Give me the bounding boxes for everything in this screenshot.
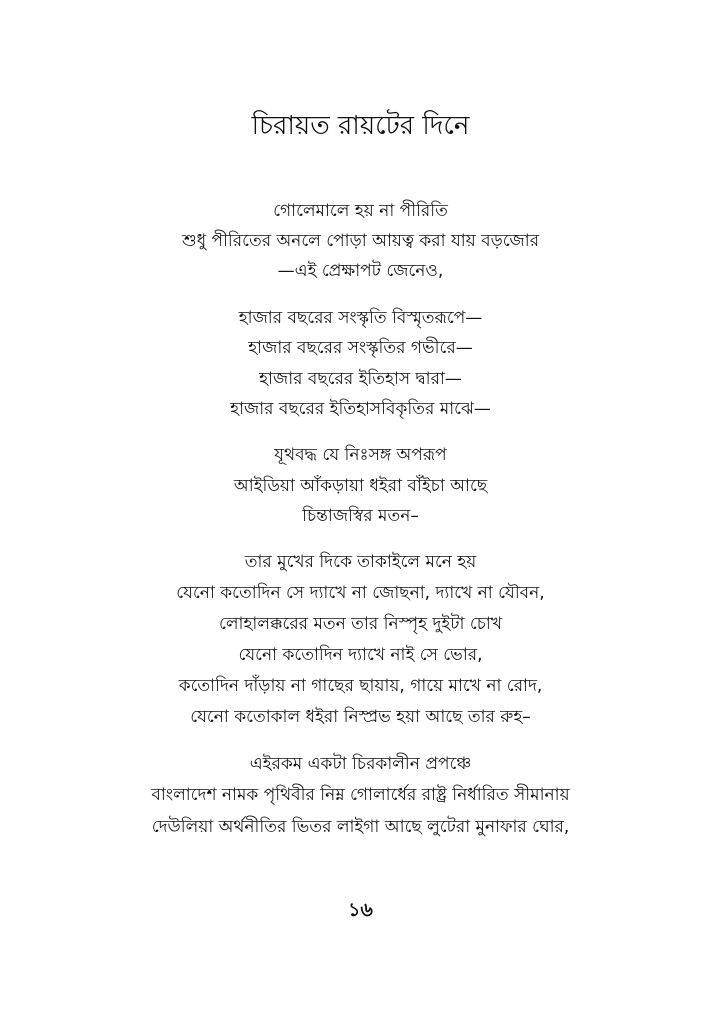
- poem-title: চিরায়ত রায়টের দিনে: [251, 111, 470, 141]
- poem-line: বাংলাদেশ নামক পৃথিবীর নিম্ন গোলার্ধের রাষ্ট্র নির্ধারিত সীমানায়: [151, 785, 570, 805]
- poem-line: যেনো কতোদিন সে দ্যাখে না জোছনা, দ্যাখে না যৌবন,: [176, 583, 545, 603]
- poem-line: কতোদিন দাঁড়ায় না গাছের ছায়ায়, গায়ে মাখে না রোদ,: [178, 676, 543, 696]
- poem-line: আইডিয়া আঁকড়ায়া ধইরা বাঁইচা আছে: [233, 476, 488, 496]
- poem-line: হাজার বছরের ইতিহাস দ্বারা—: [259, 369, 462, 389]
- poem-line: যেনো কতোকাল ধইরা নিস্প্রভ হয়া আছে তার রুহ–: [190, 707, 531, 727]
- poem-line: দেউলিয়া অর্থনীতির ভিতর লাইগা আছে লুটেরা মুনাফার ঘোর,: [151, 817, 570, 837]
- poem-line: হাজার বছরের সংস্কৃতি বিস্মৃতরূপে—: [238, 308, 483, 328]
- poem-line: তার মুখের দিকে তাকাইলে মনে হয়: [244, 552, 477, 572]
- poem-line: হাজার বছরের ইতিহাসবিকৃতির মাঝে—: [230, 399, 491, 419]
- poem-line: লোহালক্করের মতন তার নিস্পৃহ দুইটা চোখ: [218, 614, 503, 634]
- poem-line: এইরকম একটা চিরকালীন প্রপঞ্চে: [249, 754, 472, 774]
- poem-line: যেনো কতোদিন দ্যাখে নাই সে ভোর,: [238, 645, 483, 665]
- poem-line: যূথবদ্ধ যে নিঃসঙ্গ অপরূপ: [274, 445, 447, 465]
- poem-line: গোলেমালে হয় না পীরিতি: [273, 201, 448, 221]
- poem-line: হাজার বছরের সংস্কৃতির গভীরে—: [248, 338, 473, 358]
- poem-line: চিন্তাজস্বির মতন–: [302, 506, 419, 526]
- page-number: ১৬: [348, 899, 373, 921]
- poem-line: —এই প্রেক্ষাপট জেনেও,: [277, 261, 444, 281]
- poem-line: শুধু পীরিতের অনলে পোড়া আয়ত্ব করা যায় বড়জোর: [181, 231, 540, 251]
